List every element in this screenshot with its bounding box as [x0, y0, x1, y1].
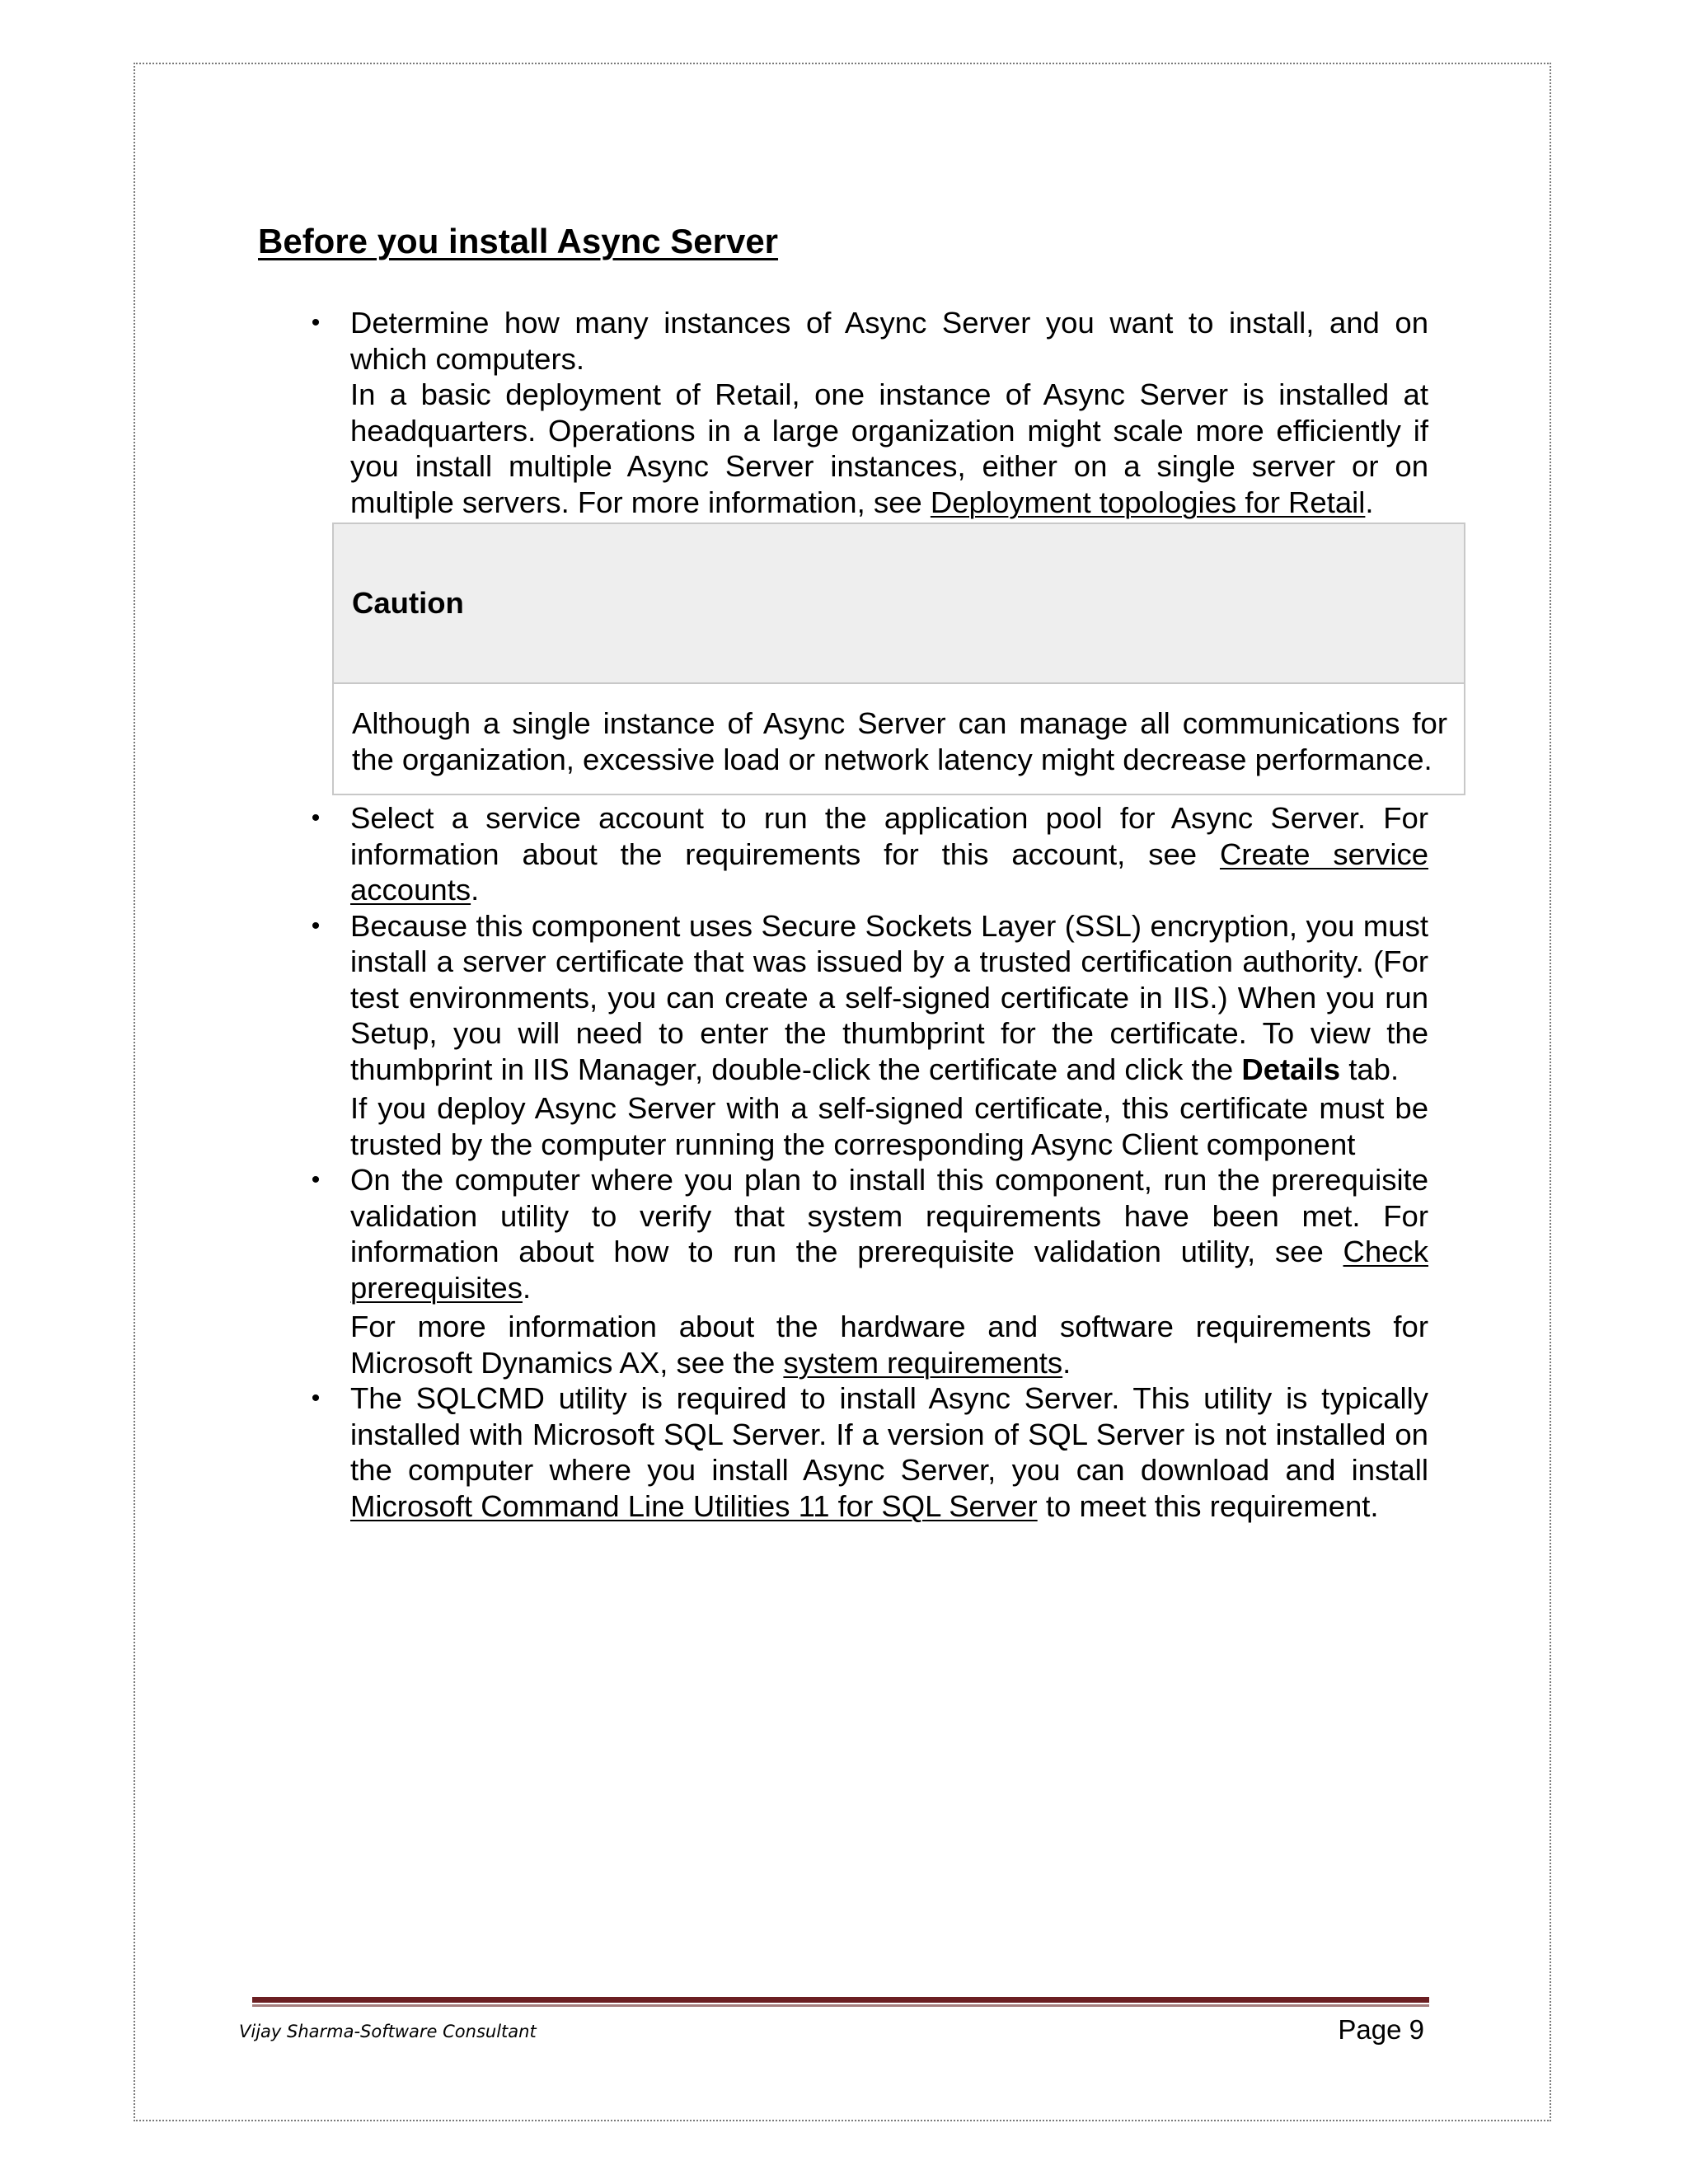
- paragraph: If you deploy Async Server with a self-signed certificate, this certificate must be trusted by the computer running the corresponding Async Client component: [350, 1091, 1428, 1161]
- list-item: [258, 305, 1428, 520]
- page-number: Page 9: [1338, 2014, 1424, 2045]
- link-deployment-topologies[interactable]: Deployment topologies for Retail: [930, 485, 1366, 519]
- list-item: [258, 1162, 1428, 1380]
- link-system-requirements[interactable]: system requirements: [783, 1345, 1063, 1380]
- link-create-service-accounts[interactable]: Create service accounts: [350, 837, 1429, 907]
- bullet-icon: •: [311, 804, 321, 832]
- caution-title: Caution: [334, 524, 1464, 684]
- paragraph: On the computer where you plan to install this component, run the prerequisite validation utility to verify that system requirements have been met. For information about how to run the prerequisite validation utility, see Check prerequisites.: [350, 1163, 1428, 1305]
- paragraph: Select a service account to run the application pool for Async Server. For information about the requirements for this account, see Create service accounts.: [350, 801, 1429, 907]
- content-body: [258, 305, 1447, 1524]
- footer-rule: [252, 1997, 1429, 2003]
- link-check-prerequisites[interactable]: Check prerequisites: [350, 1235, 1428, 1305]
- footer-rule-thin: [252, 2004, 1429, 2007]
- bullet-list: [258, 800, 1428, 1524]
- bullet-list: [258, 305, 1428, 520]
- link-sql-command-line-utilities[interactable]: Microsoft Command Line Utilities 11 for SQL Server: [350, 1488, 1038, 1523]
- caution-text: Although a single instance of Async Server can manage all communications for the organization, excessive load or network latency might decrease performance.: [352, 706, 1447, 776]
- bullet-icon: •: [311, 912, 321, 940]
- list-item: [258, 800, 1428, 908]
- list-item: [258, 908, 1428, 1163]
- section-heading: Before you install Async Server: [258, 222, 779, 260]
- paragraph: In a basic deployment of Retail, one instance of Async Server is installed at headquarters. Operations in a large organization might scale more efficiently if you install multiple Async Server instances, either on a single server or on multiple servers. For more information, see Deployment topologies for Retail.: [350, 377, 1428, 519]
- bullet-icon: •: [311, 1166, 321, 1193]
- bullet-icon: •: [311, 309, 321, 336]
- list-item: [258, 1380, 1428, 1524]
- paragraph: For more information about the hardware and software requirements for Microsoft Dynamics AX, see the system requirements.: [350, 1310, 1428, 1380]
- footer-author: Vijay Sharma-Software Consultant: [239, 2022, 537, 2041]
- caution-box: [332, 523, 1465, 795]
- paragraph: Because this component uses Secure Sockets Layer (SSL) encryption, you must install a server certificate that was issued by a trusted certification authority. (For test environments, you can create a self-signed certificate in IIS.) When you run Setup, you will need to enter the thumbprint for the certificate. To view the thumbprint in IIS Manager, double-click the certificate and click the Details tab.: [350, 908, 1428, 1086]
- bold-text: Details: [1241, 1052, 1341, 1086]
- paragraph: Determine how many instances of Async Server you want to install, and on which computers.: [350, 306, 1428, 376]
- paragraph: The SQLCMD utility is required to install Async Server. This utility is typically installed with Microsoft SQL Server. If a version of SQL Server is not installed on the computer where you install Async Server, you can download and install Microsoft Command Line Utilities 11 for SQL Server to meet this requirement.: [350, 1381, 1428, 1523]
- bullet-icon: •: [311, 1385, 321, 1412]
